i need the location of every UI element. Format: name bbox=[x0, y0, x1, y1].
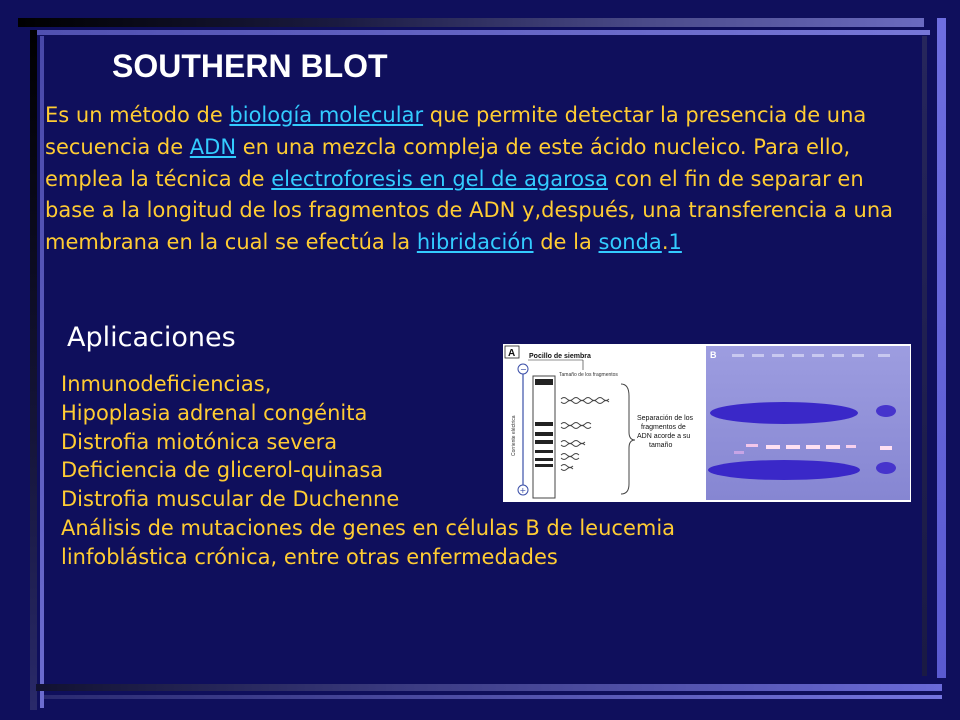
current-label: Corriente eléctrica bbox=[511, 415, 517, 456]
decorative-left-bar bbox=[30, 30, 37, 710]
application-item: Distrofia miotónica severa bbox=[61, 429, 338, 454]
gel-band bbox=[535, 379, 553, 385]
decorative-bottom-light-bar bbox=[44, 695, 942, 699]
gel-photo bbox=[706, 346, 910, 500]
gel-band bbox=[535, 458, 553, 461]
gel-band-lower bbox=[708, 460, 860, 480]
gel-lane bbox=[533, 376, 555, 498]
gel-band bbox=[535, 464, 553, 467]
gel-band bbox=[535, 432, 553, 436]
size-label: Tamaño de los fragmentos bbox=[559, 372, 618, 378]
application-item: linfoblástica crónica, entre otras enfermedades bbox=[61, 544, 558, 569]
applications-heading: Aplicaciones bbox=[67, 322, 236, 353]
well-label: Pocillo de siembra bbox=[529, 353, 591, 360]
link-biologia-molecular[interactable]: biología molecular bbox=[229, 103, 424, 127]
application-item: Deficiencia de glicerol-quinasa bbox=[61, 458, 384, 483]
intro-text-3: en una mezcla compleja de este ácido nucleico. Para ello, emplea la técnica de bbox=[45, 134, 851, 191]
intro-text-1: Es un método de bbox=[45, 103, 230, 127]
gel-band-upper-right bbox=[876, 405, 896, 417]
gel-band bbox=[535, 440, 553, 444]
link-electroforesis[interactable]: electroforesis en gel de agarosa bbox=[271, 166, 608, 191]
decorative-top-inner-bar bbox=[30, 30, 930, 35]
link-sonda[interactable]: sonda bbox=[598, 230, 662, 255]
intro-text-2: que permite detectar la presencia de una secuencia de bbox=[45, 103, 867, 159]
separation-label-line1: Separación de los bbox=[637, 415, 694, 422]
application-item: Análisis de mutaciones de genes en células B de leucemia bbox=[61, 515, 676, 540]
minus-sign: − bbox=[520, 365, 527, 374]
gel-band bbox=[535, 450, 553, 453]
decorative-bottom-bar bbox=[36, 684, 942, 691]
decorative-right-bar bbox=[937, 18, 946, 678]
link-hibridacion[interactable]: hibridación bbox=[416, 230, 534, 255]
separation-label-line3: ADN acorde a su bbox=[637, 433, 691, 440]
intro-paragraph bbox=[45, 100, 905, 259]
gel-band-lower-right bbox=[876, 462, 896, 474]
slide-title: SOUTHERN BLOT bbox=[112, 48, 388, 84]
panel-b-label: B bbox=[710, 350, 717, 360]
intro-text-5: de la bbox=[533, 230, 599, 255]
decorative-right-dark-bar bbox=[922, 36, 927, 676]
application-item: Distrofia muscular de Duchenne bbox=[61, 487, 400, 512]
application-item: Hipoplasia adrenal congénita bbox=[61, 400, 368, 425]
gel-band bbox=[535, 422, 553, 426]
electrophoresis-diagram bbox=[503, 344, 703, 502]
plus-sign: + bbox=[519, 486, 527, 495]
southern-blot-figure bbox=[503, 344, 911, 502]
link-reference-1[interactable]: 1 bbox=[668, 230, 682, 255]
application-item: Inmunodeficiencias, bbox=[61, 372, 272, 396]
gel-band-upper bbox=[710, 402, 858, 424]
link-adn[interactable]: ADN bbox=[189, 134, 237, 159]
decorative-top-bar bbox=[18, 18, 924, 27]
decorative-left-inner-bar bbox=[40, 36, 44, 708]
separation-label-line4: tamaño bbox=[649, 442, 673, 449]
separation-label-line2: fragmentos de bbox=[641, 424, 686, 431]
intro-text-4: con el fin de separar en base a la longitud de los fragmentos de ADN y,después, una transferencia a una membrana en la cual se efectúa la bbox=[45, 166, 894, 255]
intro-text-6: . bbox=[661, 230, 669, 255]
panel-a-label: A bbox=[508, 348, 516, 359]
